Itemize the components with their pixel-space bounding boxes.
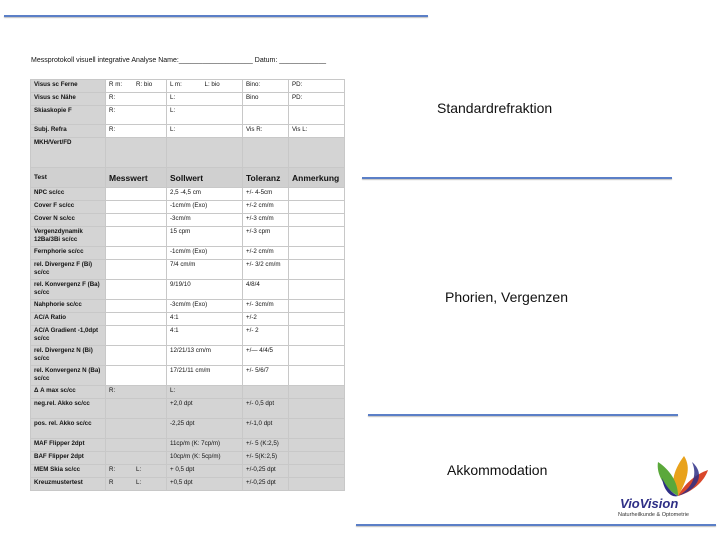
- table-row: [31, 138, 345, 168]
- cell-anmerkung: [289, 280, 345, 300]
- row-label: MEM Skia sc/cc: [31, 465, 106, 478]
- cell-toleranz: +/- 0,5 dpt: [243, 399, 289, 419]
- cell-anmerkung: [289, 465, 345, 478]
- cell-anmerkung: [289, 300, 345, 313]
- cell-anmerkung: [289, 419, 345, 439]
- table-row: [31, 125, 345, 138]
- cell-toleranz: +/-0,25 dpt: [243, 478, 289, 491]
- row-label: Vergenzdynamik 12Ba/3Bi sc/cc: [31, 227, 106, 247]
- cell-sollwert: 2,5 -4,5 cm: [167, 188, 243, 201]
- cell-toleranz: +/-0,25 dpt: [243, 465, 289, 478]
- header-sollwert: Sollwert: [167, 168, 243, 188]
- cell-messwert: [106, 399, 167, 419]
- cell-messwert: [106, 260, 167, 280]
- cell-anmerkung: [289, 247, 345, 260]
- table-row: [31, 326, 345, 346]
- cell-toleranz: +/-1,0 dpt: [243, 419, 289, 439]
- cell-sollwert: -1cm/m (Exo): [167, 247, 243, 260]
- cell-sollwert: 7/4 cm/m: [167, 260, 243, 280]
- table-row: [31, 106, 345, 125]
- top-rule: [4, 15, 428, 17]
- cell-toleranz: +/- 2: [243, 326, 289, 346]
- heading-phorien-vergenzen: Phorien, Vergenzen: [445, 289, 568, 305]
- table-row: [31, 80, 345, 93]
- heading-akkommodation: Akkommodation: [447, 462, 548, 478]
- table-row: [31, 247, 345, 260]
- cell-right: [106, 138, 167, 168]
- cell-right: [106, 125, 167, 138]
- measurement-table: [30, 79, 345, 491]
- cell-messwert: [106, 201, 167, 214]
- cell-right-a: R m:: [109, 81, 123, 88]
- row-label: Cover F sc/cc: [31, 201, 106, 214]
- cell-toleranz: +/— 4/4/5: [243, 346, 289, 366]
- cell-anmerkung: [289, 478, 345, 491]
- logo-wordmark: VioVision: [620, 496, 679, 511]
- cell-anmerkung: [289, 399, 345, 419]
- cell-right-b: [136, 126, 163, 134]
- row-label: Visus sc Nähe: [31, 93, 106, 106]
- cell-sollwert: 12/21/13 cm/m: [167, 346, 243, 366]
- table-row: [31, 452, 345, 465]
- cell-right: [106, 80, 167, 93]
- row-label: NPC sc/cc: [31, 188, 106, 201]
- cell-anmerkung: [289, 313, 345, 326]
- cell-left: [167, 93, 243, 106]
- cell-messwert: [106, 452, 167, 465]
- cell-right-a: R:: [109, 107, 116, 114]
- cell-messwert: [106, 419, 167, 439]
- cell-anmerkung: [289, 227, 345, 247]
- cell-left: [167, 138, 243, 168]
- cell-pd: [289, 106, 345, 125]
- cell-messwert: [106, 346, 167, 366]
- cell-anmerkung: [289, 366, 345, 386]
- table-row: [31, 346, 345, 366]
- row-label: Fernphorie sc/cc: [31, 247, 106, 260]
- header-anmerkung: Anmerkung: [289, 168, 345, 188]
- row-label: Nahphorie sc/cc: [31, 300, 106, 313]
- cell-sollwert: 9/19/10: [167, 280, 243, 300]
- cell-right-b: R: bio: [136, 81, 153, 88]
- cell-sollwert: +2,0 dpt: [167, 399, 243, 419]
- table-row: [31, 439, 345, 452]
- cell-anmerkung: [289, 188, 345, 201]
- cell-messwert: [106, 439, 167, 452]
- cell-messwert: [106, 366, 167, 386]
- table-header-row: [31, 168, 345, 188]
- table-row: [31, 386, 345, 399]
- cell-left-b: L: bio: [204, 81, 220, 88]
- cell-messwert: [106, 386, 167, 399]
- cell-left: [167, 106, 243, 125]
- header-toleranz: Toleranz: [243, 168, 289, 188]
- table-row: [31, 465, 345, 478]
- cell-messwert-b: L:: [136, 466, 142, 473]
- cell-sollwert: +0,5 dpt: [167, 478, 243, 491]
- cell-messwert-a: R:: [109, 466, 116, 473]
- cell-left-b: [205, 107, 240, 115]
- cell-left-a: L m:: [170, 81, 182, 88]
- cell-toleranz: +/- 3cm/m: [243, 300, 289, 313]
- cell-right-b: [136, 107, 163, 115]
- cell-anmerkung: [289, 439, 345, 452]
- cell-bino: [243, 138, 289, 168]
- cell-toleranz: +/- 5/6/7: [243, 366, 289, 386]
- cell-messwert-b: L:: [136, 479, 142, 486]
- header-messwert: Messwert: [106, 168, 167, 188]
- cell-sollwert: -1cm/m (Exo): [167, 201, 243, 214]
- cell-messwert: [106, 280, 167, 300]
- table-row: [31, 227, 345, 247]
- cell-sollwert: 4:1: [167, 313, 243, 326]
- cell-bino: [243, 106, 289, 125]
- cell-bino: Vis R:: [243, 125, 289, 138]
- cell-left: [167, 80, 243, 93]
- cell-anmerkung: [289, 214, 345, 227]
- cell-right: [106, 106, 167, 125]
- cell-toleranz: +/- 5(K:2,5): [243, 452, 289, 465]
- rule-akkommodation: [356, 524, 716, 526]
- cell-left: [167, 125, 243, 138]
- cell-messwert: [106, 313, 167, 326]
- rule-standardrefraktion: [362, 177, 672, 179]
- cell-left-b: [205, 94, 240, 102]
- cell-messwert: [106, 188, 167, 201]
- cell-toleranz: +/-2 cm/m: [243, 247, 289, 260]
- cell-left-a: L:: [170, 94, 176, 101]
- rule-phorien: [368, 414, 678, 416]
- cell-anmerkung: [289, 326, 345, 346]
- row-label: AC/A Ratio: [31, 313, 106, 326]
- row-label: rel. Divergenz F (Bi) sc/cc: [31, 260, 106, 280]
- table-row: [31, 399, 345, 419]
- cell-messwert: [106, 300, 167, 313]
- cell-messwert: [106, 326, 167, 346]
- cell-toleranz: +/-3 cpm: [243, 227, 289, 247]
- cell-messwert: [106, 247, 167, 260]
- document-title: Messprotokoll visuell integrative Analyse Name:___________________ Datum: ____________: [31, 57, 326, 64]
- cell-toleranz: +/-2 cm/m: [243, 201, 289, 214]
- cell-right-a: R:: [109, 126, 116, 133]
- table-row: [31, 478, 345, 491]
- cell-toleranz: +/-3 cm/m: [243, 214, 289, 227]
- table-row: [31, 300, 345, 313]
- cell-sollwert: 15 cpm: [167, 227, 243, 247]
- table-row: [31, 260, 345, 280]
- cell-toleranz: +/- 3/2 cm/m: [243, 260, 289, 280]
- cell-toleranz: +/- 5 (K:2,5): [243, 439, 289, 452]
- cell-pd: Vis L:: [289, 125, 345, 138]
- row-label: MAF Flipper 2dpt: [31, 439, 106, 452]
- cell-pd: PD:: [289, 80, 345, 93]
- row-label: Visus sc Ferne: [31, 80, 106, 93]
- logo-tagline: Naturheilkunde & Optometrie: [618, 512, 689, 518]
- cell-pd: [289, 138, 345, 168]
- cell-sollwert: 4:1: [167, 326, 243, 346]
- cell-sollwert: 10cp/m (K: 5cp/m): [167, 452, 243, 465]
- heading-standardrefraktion: Standardrefraktion: [437, 100, 553, 116]
- row-label: Subj. Refra: [31, 125, 106, 138]
- row-label: Δ A max sc/cc: [31, 386, 106, 399]
- cell-messwert: [106, 227, 167, 247]
- cell-messwert: [106, 465, 167, 478]
- cell-sollwert: -2,25 dpt: [167, 419, 243, 439]
- table-row: [31, 419, 345, 439]
- table-row: [31, 188, 345, 201]
- cell-toleranz: 4/8/4: [243, 280, 289, 300]
- cell-sollwert: + 0,5 dpt: [167, 465, 243, 478]
- row-label: rel. Divergenz N (Bi) sc/cc: [31, 346, 106, 366]
- table-row: [31, 214, 345, 227]
- row-label: rel. Konvergenz N (Ba) sc/cc: [31, 366, 106, 386]
- cell-messwert-a: R: [109, 479, 114, 486]
- cell-messwert: [106, 478, 167, 491]
- cell-pd: PD:: [289, 93, 345, 106]
- cell-sollwert: -3cm/m: [167, 214, 243, 227]
- cell-toleranz: +/- 4-5cm: [243, 188, 289, 201]
- cell-sollwert: L:: [167, 386, 243, 399]
- cell-messwert: [106, 214, 167, 227]
- row-label: MKH/Vert/FD: [31, 138, 106, 168]
- row-label: Cover N sc/cc: [31, 214, 106, 227]
- cell-left-a: L:: [170, 126, 176, 133]
- cell-messwert-a: R:: [109, 387, 116, 394]
- table-row: [31, 313, 345, 326]
- cell-toleranz: [243, 386, 289, 399]
- cell-bino: Bino: [243, 93, 289, 106]
- cell-right-a: R:: [109, 94, 116, 101]
- cell-bino: Bino:: [243, 80, 289, 93]
- cell-anmerkung: [289, 452, 345, 465]
- cell-toleranz: +/-2: [243, 313, 289, 326]
- cell-messwert-b: [136, 387, 163, 395]
- header-test: Test: [31, 168, 106, 188]
- table-row: [31, 280, 345, 300]
- row-label: AC/A Gradient -1,0dpt sc/cc: [31, 326, 106, 346]
- cell-left-b: [205, 126, 240, 134]
- row-label: Kreuzmustertest: [31, 478, 106, 491]
- row-label: BAF Flipper 2dpt: [31, 452, 106, 465]
- cell-sollwert: 17/21/11 cm/m: [167, 366, 243, 386]
- cell-anmerkung: [289, 260, 345, 280]
- cell-sollwert: 11cp/m (K: 7cp/m): [167, 439, 243, 452]
- cell-anmerkung: [289, 346, 345, 366]
- table-row: [31, 93, 345, 106]
- cell-left-a: L:: [170, 107, 176, 114]
- row-label: pos. rel. Akko sc/cc: [31, 419, 106, 439]
- table-row: [31, 201, 345, 214]
- row-label: neg.rel. Akko sc/cc: [31, 399, 106, 419]
- cell-anmerkung: [289, 201, 345, 214]
- cell-anmerkung: [289, 386, 345, 399]
- row-label: rel. Konvergenz F (Ba) sc/cc: [31, 280, 106, 300]
- cell-sollwert: -3cm/m (Exo): [167, 300, 243, 313]
- cell-right: [106, 93, 167, 106]
- cell-right-b: [136, 94, 163, 102]
- row-label: Skiaskopie F: [31, 106, 106, 125]
- table-row: [31, 366, 345, 386]
